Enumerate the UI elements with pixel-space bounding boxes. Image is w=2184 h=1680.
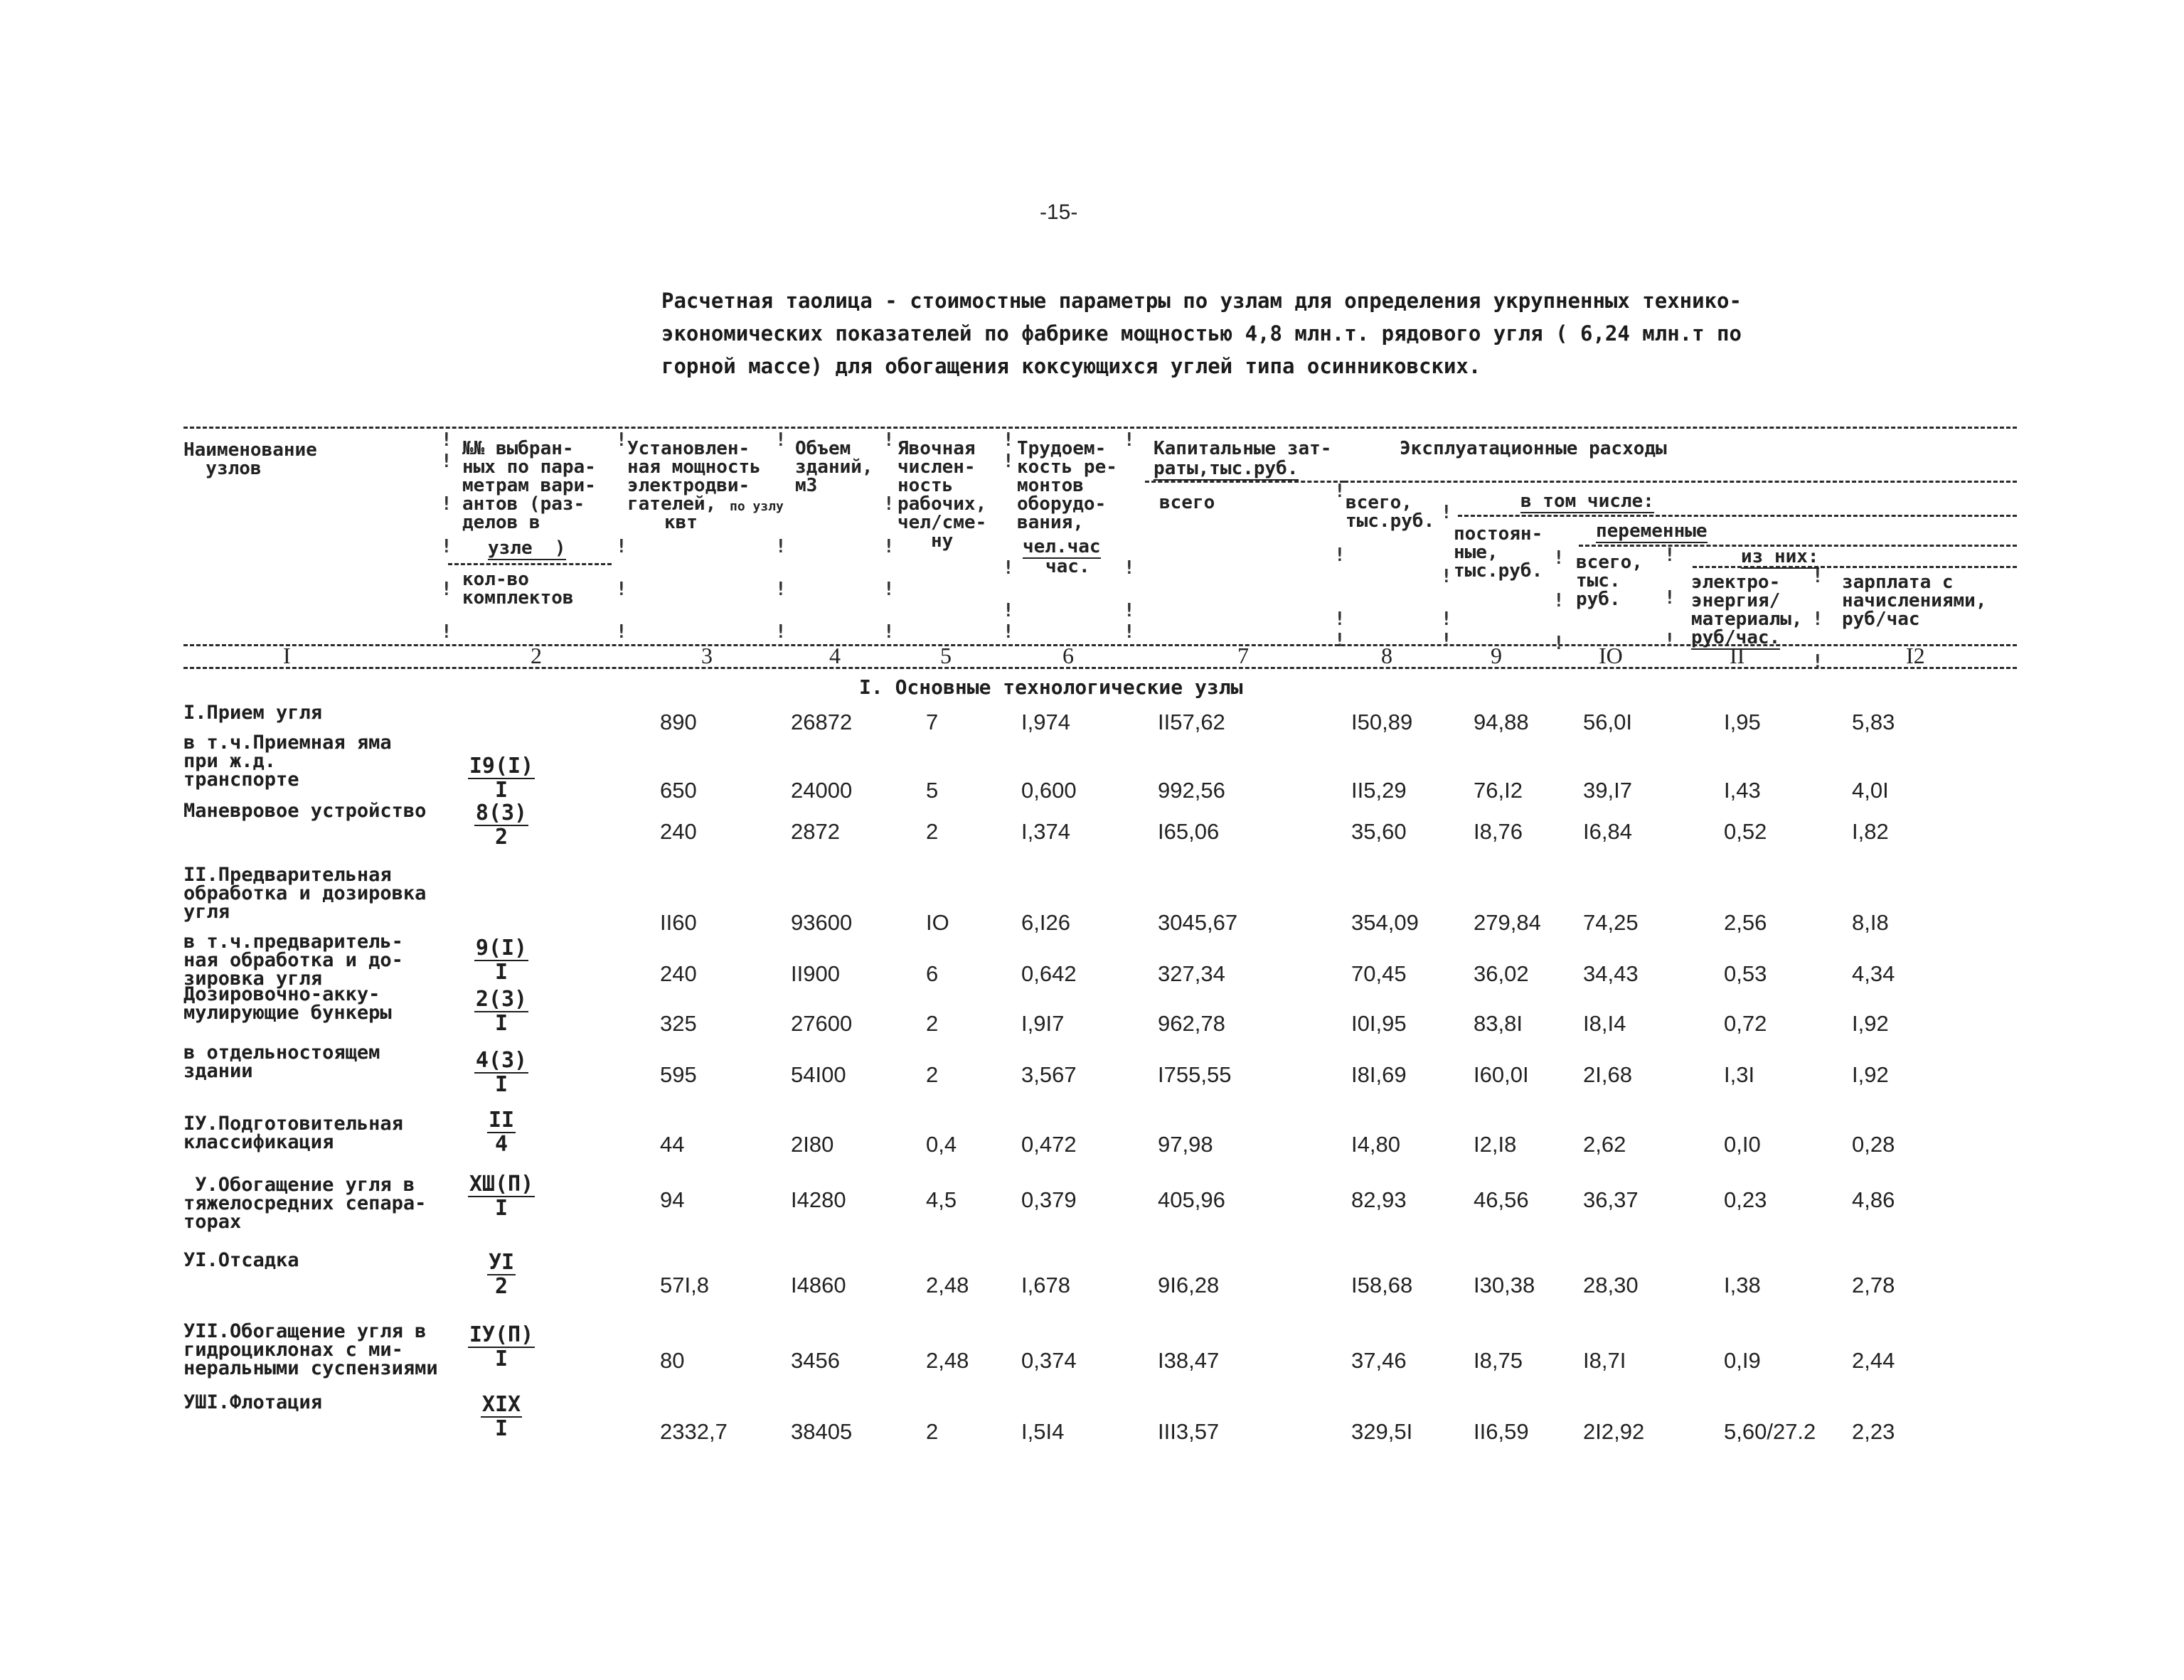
row-value-c4: 38405 (791, 1419, 853, 1444)
row-value-c11: 0,23 (1724, 1187, 1767, 1212)
row-value-c4: 26872 (791, 710, 853, 734)
row-value-c5: 4,5 (926, 1187, 957, 1212)
caption-line-2: экономических показателей по фабрике мощностью 4,8 млн.т. рядового угля ( 6,24 млн.т по (661, 321, 1742, 346)
header-variable-group: переменные (1596, 520, 1708, 542)
row-variant-fraction (462, 1049, 540, 1096)
row-value-c11: 2,56 (1724, 910, 1767, 935)
row-value-c8: II5,29 (1351, 778, 1407, 803)
row-value-c4: I4860 (791, 1273, 846, 1298)
row-value-c10: 56,0I (1583, 710, 1632, 734)
header-power-note: по узлу (730, 499, 784, 514)
header-capex-total: всего (1159, 492, 1215, 513)
row-value-c3: 2332,7 (660, 1419, 728, 1444)
caption-line-3: горной массе) для обогащения коксующихся углей типа осинниковских. (661, 354, 1481, 378)
row-variant-fraction (462, 988, 540, 1035)
row-sets-count: 4 (494, 1132, 508, 1157)
row-value-c6: 0,472 (1021, 1132, 1077, 1157)
row-value-c8: I50,89 (1351, 710, 1413, 734)
row-value-c9: I30,38 (1474, 1273, 1535, 1298)
row-value-c12: I,82 (1852, 819, 1889, 844)
row-value-c9: 279,84 (1474, 910, 1541, 935)
row-value-c8: 354,09 (1351, 910, 1419, 935)
row-value-c6: 3,567 (1021, 1062, 1077, 1087)
row-sets-count: 2 (494, 825, 508, 850)
c2-rule (448, 563, 612, 565)
row-value-c8: I58,68 (1351, 1273, 1413, 1298)
row-value-c12: 4,34 (1852, 961, 1895, 986)
row-value-c4: I4280 (791, 1187, 846, 1212)
row-value-c4: 54I00 (791, 1062, 846, 1087)
header-variant-in-node: узле ) (488, 537, 566, 559)
row-value-c11: I,3I (1724, 1062, 1755, 1087)
row-value-c9: I60,0I (1474, 1062, 1529, 1087)
row-value-c7: 327,34 (1158, 961, 1225, 986)
row-sets-count: I (494, 1416, 508, 1441)
row-name: УII.Обогащение угля в гидроциклонах с ми- неральными суспензиями (183, 1320, 438, 1379)
header-variant-numbers: №№ выбран- ных по пара- метрам вари- антов (раз- делов в (462, 438, 596, 533)
row-value-c11: 5,60/27.2 (1724, 1419, 1816, 1444)
row-value-c5: 2,48 (926, 1348, 969, 1373)
row-value-c6: 0,600 (1021, 778, 1077, 803)
header-repair-labor: Трудоем- кость ре- монтов оборудо- вания, (1017, 438, 1117, 533)
row-value-c7: I755,55 (1158, 1062, 1232, 1087)
row-name: в отдельностоящем здании (183, 1042, 380, 1082)
col-number-11: II (1730, 643, 1745, 668)
row-value-c12: 4,86 (1852, 1187, 1895, 1212)
row-variant-fraction (462, 1173, 540, 1220)
row-name: II.Предварительная обработка и дозировка угля (183, 864, 427, 923)
col-number-7: 7 (1237, 643, 1249, 668)
row-name: У.Обогащение угля в тяжелосредних сепара- торах (183, 1174, 427, 1233)
row-name: Дозировочно-акку- мулирующие бункеры (183, 983, 392, 1024)
row-variant-fraction (462, 1251, 540, 1298)
header-repair-unit: чел.час (1023, 536, 1101, 557)
page-number: -15- (1040, 200, 1078, 224)
col-number-3: 3 (701, 643, 713, 668)
row-value-c7: 9I6,28 (1158, 1273, 1220, 1298)
row-variant-fraction (462, 802, 540, 849)
row-value-c12: 2,23 (1852, 1419, 1895, 1444)
row-variant-fraction (462, 1109, 540, 1156)
sep-3: ! ! ! ! (775, 429, 787, 643)
incl-rule (1458, 515, 2017, 517)
sep-10: ! ! ! (1664, 545, 1676, 651)
row-value-c7: 992,56 (1158, 778, 1225, 803)
sep-2: ! ! ! ! (616, 429, 627, 643)
row-value-c11: I,95 (1724, 710, 1761, 734)
col-number-6: 6 (1062, 643, 1074, 668)
row-value-c3: 80 (660, 1348, 685, 1373)
row-value-c4: II900 (791, 961, 840, 986)
row-value-c6: 0,374 (1021, 1348, 1077, 1373)
sep-9: ! ! ! (1553, 547, 1565, 654)
row-value-c10: 34,43 (1583, 961, 1639, 986)
row-value-c10: I8,7I (1583, 1348, 1626, 1373)
row-value-c8: I4,80 (1351, 1132, 1400, 1157)
row-value-c5: 5 (926, 778, 939, 803)
row-name: I.Прием угля (183, 702, 323, 724)
row-value-c8: 70,45 (1351, 961, 1407, 986)
row-value-c8: 37,46 (1351, 1348, 1407, 1373)
row-value-c5: 2 (926, 819, 939, 844)
row-value-c9: 36,02 (1474, 961, 1529, 986)
capex-rule (1145, 481, 1344, 483)
row-sets-count: 2 (494, 1274, 508, 1299)
row-name: IУ.Подготовительная классификация (183, 1113, 403, 1153)
row-value-c4: 27600 (791, 1011, 853, 1036)
row-value-c9: I2,I8 (1474, 1132, 1517, 1157)
row-variant-number: 9(I) (475, 936, 528, 961)
row-value-c10: 39,I7 (1583, 778, 1632, 803)
row-value-c9: I8,75 (1474, 1348, 1523, 1373)
row-value-c7: I65,06 (1158, 819, 1220, 844)
row-value-c12: 0,28 (1852, 1132, 1895, 1157)
col-number-12: I2 (1906, 643, 1925, 668)
header-repair-unit2: час. (1045, 556, 1090, 577)
sep-6: ! ! ! ! (1124, 429, 1135, 643)
row-value-c11: 0,72 (1724, 1011, 1767, 1036)
row-value-c5: IO (926, 910, 949, 935)
sep-7: ! ! ! ! (1334, 481, 1346, 651)
row-variant-number: XШ(П) (469, 1172, 534, 1197)
sep-11: ! ! ! (1812, 566, 1823, 673)
sep-4: ! ! ! ! ! (883, 429, 895, 643)
row-value-c6: 0,642 (1021, 961, 1077, 986)
row-value-c3: 240 (660, 961, 697, 986)
row-value-c10: 74,25 (1583, 910, 1639, 935)
header-installed-power: Установлен- ная мощность электродви- гателей, (627, 438, 761, 515)
sep-5: ! ! ! ! ! (1003, 429, 1014, 643)
col-number-4: 4 (829, 643, 841, 668)
row-value-c8: 82,93 (1351, 1187, 1407, 1212)
row-value-c6: I,678 (1021, 1273, 1070, 1298)
header-of-them: из них: (1741, 546, 1819, 567)
header-opex-group: Эксплуатационные расходы (1400, 438, 1667, 459)
col-number-9: 9 (1491, 643, 1502, 668)
row-sets-count: I (494, 960, 508, 985)
header-energy-materials: электро- энергия/ материалы, (1691, 572, 1803, 630)
row-value-c3: 44 (660, 1132, 685, 1157)
row-value-c3: 890 (660, 710, 697, 734)
row-value-c3: II60 (660, 910, 697, 935)
section-title: I. Основные технологические узлы (859, 675, 1243, 699)
row-value-c12: 2,78 (1852, 1273, 1895, 1298)
row-sets-count: I (494, 1347, 508, 1371)
row-variant-number: IУ(П) (469, 1322, 534, 1347)
row-value-c3: 240 (660, 819, 697, 844)
row-value-c4: 2872 (791, 819, 840, 844)
row-sets-count: I (494, 1072, 508, 1097)
row-variant-number: 8(3) (475, 801, 528, 825)
row-value-c12: 4,0I (1852, 778, 1889, 803)
row-value-c9: 83,8I (1474, 1011, 1523, 1036)
row-value-c12: I,92 (1852, 1062, 1889, 1087)
table-caption (661, 284, 1742, 382)
col-number-8: 8 (1381, 643, 1392, 668)
row-value-c6: I,9I7 (1021, 1011, 1065, 1036)
row-value-c7: I38,47 (1158, 1348, 1220, 1373)
row-name: в т.ч.предваритель- ная обработка и до- зировка угля (183, 931, 403, 990)
sep-1: ! ! ! ! ! ! (441, 429, 452, 643)
caption-line-1: Расчетная таолица - стоимостные параметры по узлам для определения укрупненных технико- (661, 289, 1742, 313)
row-value-c10: I6,84 (1583, 819, 1632, 844)
row-value-c8: 35,60 (1351, 819, 1407, 844)
row-value-c6: 6,I26 (1021, 910, 1070, 935)
row-variant-fraction (462, 755, 540, 802)
header-capex-group: Капитальные зат- (1154, 438, 1332, 459)
row-variant-fraction (462, 1393, 540, 1440)
row-value-c6: I,974 (1021, 710, 1070, 734)
header-fixed-costs: постоян- ные, тыс.руб. (1454, 523, 1543, 582)
row-value-c7: 962,78 (1158, 1011, 1225, 1036)
row-variant-number: 2(3) (475, 987, 528, 1012)
row-value-c6: I,5I4 (1021, 1419, 1065, 1444)
row-variant-fraction (462, 937, 540, 984)
row-value-c12: I,92 (1852, 1011, 1889, 1036)
row-value-c5: 0,4 (926, 1132, 957, 1157)
row-value-c3: 94 (660, 1187, 685, 1212)
row-value-c6: I,374 (1021, 819, 1070, 844)
row-value-c3: 57I,8 (660, 1273, 709, 1298)
header-sets-count: кол-во комплектов (462, 569, 574, 609)
row-value-c5: 2 (926, 1062, 939, 1087)
row-value-c5: 2,48 (926, 1273, 969, 1298)
row-sets-count: I (494, 1196, 508, 1221)
row-value-c4: 3456 (791, 1348, 840, 1373)
row-variant-number: УI (488, 1250, 515, 1275)
row-value-c10: 2I,68 (1583, 1062, 1632, 1087)
row-value-c6: 0,379 (1021, 1187, 1077, 1212)
header-capex-group-2: раты,тыс.руб. (1154, 458, 1299, 479)
header-opex-total: всего, тыс.руб. (1346, 492, 1435, 532)
sep-8: ! ! ! ! (1441, 502, 1452, 651)
row-value-c7: 405,96 (1158, 1187, 1225, 1212)
row-variant-fraction (462, 1324, 540, 1371)
row-value-c10: I8,I4 (1583, 1011, 1626, 1036)
header-energy-unit: руб/час. (1691, 627, 1781, 648)
row-value-c11: 0,53 (1724, 961, 1767, 986)
header-including: в том числе: (1520, 491, 1654, 512)
row-value-c5: 7 (926, 710, 939, 734)
row-value-c5: 2 (926, 1011, 939, 1036)
row-name: УШI.Флотация (183, 1391, 323, 1413)
header-power-unit: квт (664, 512, 698, 533)
row-value-c10: 2I2,92 (1583, 1419, 1645, 1444)
header-workforce: Явочная числен- ность рабочих, чел/сме- ну (897, 438, 987, 552)
header-salary: зарплата с начислениями, руб/час (1842, 572, 1987, 630)
row-value-c9: 76,I2 (1474, 778, 1523, 803)
row-value-c12: 8,I8 (1852, 910, 1889, 935)
header-building-volume: Объем зданий, м3 (795, 438, 873, 496)
row-value-c11: 0,52 (1724, 819, 1767, 844)
row-value-c3: 650 (660, 778, 697, 803)
row-value-c5: 2 (926, 1419, 939, 1444)
row-value-c11: 0,I0 (1724, 1132, 1761, 1157)
row-value-c3: 325 (660, 1011, 697, 1036)
row-value-c3: 595 (660, 1062, 697, 1087)
row-value-c12: 5,83 (1852, 710, 1895, 734)
row-variant-number: II (488, 1108, 515, 1133)
row-value-c10: 28,30 (1583, 1273, 1639, 1298)
row-name: в т.ч.Приемная яма при ж.д. транспорте (183, 732, 392, 791)
header-variable-total: всего, тыс. руб. (1576, 552, 1643, 610)
row-value-c8: 329,5I (1351, 1419, 1413, 1444)
row-name: Маневровое устройство (183, 800, 427, 822)
row-value-c4: 2I80 (791, 1132, 834, 1157)
row-variant-number: 4(3) (475, 1048, 528, 1073)
row-value-c11: I,43 (1724, 778, 1761, 803)
row-value-c9: I8,76 (1474, 819, 1523, 844)
row-sets-count: I (494, 778, 508, 803)
row-value-c12: 2,44 (1852, 1348, 1895, 1373)
header-top-rule (183, 427, 2017, 429)
row-value-c8: I0I,95 (1351, 1011, 1407, 1036)
row-value-c7: 3045,67 (1158, 910, 1238, 935)
row-variant-number: XIX (481, 1392, 521, 1417)
row-value-c4: 93600 (791, 910, 853, 935)
row-value-c9: II6,59 (1474, 1419, 1529, 1444)
row-name: УI.Отсадка (183, 1249, 299, 1271)
row-value-c8: I8I,69 (1351, 1062, 1407, 1087)
col-number-2: 2 (531, 643, 542, 668)
row-value-c5: 6 (926, 961, 939, 986)
row-value-c10: 36,37 (1583, 1187, 1639, 1212)
row-value-c7: III3,57 (1158, 1419, 1220, 1444)
row-value-c10: 2,62 (1583, 1132, 1626, 1157)
row-variant-number: I9(I) (469, 754, 534, 779)
row-value-c4: 24000 (791, 778, 853, 803)
col-number-10: IO (1599, 643, 1623, 668)
row-sets-count: I (494, 1011, 508, 1036)
row-value-c7: II57,62 (1158, 710, 1225, 734)
row-value-c9: 46,56 (1474, 1187, 1529, 1212)
header-node-name: Наименование узлов (183, 439, 317, 479)
row-value-c9: 94,88 (1474, 710, 1529, 734)
row-value-c11: I,38 (1724, 1273, 1761, 1298)
col-number-5: 5 (940, 643, 952, 668)
row-value-c7: 97,98 (1158, 1132, 1213, 1157)
row-value-c11: 0,I9 (1724, 1348, 1761, 1373)
col-number-1: I (283, 643, 291, 668)
